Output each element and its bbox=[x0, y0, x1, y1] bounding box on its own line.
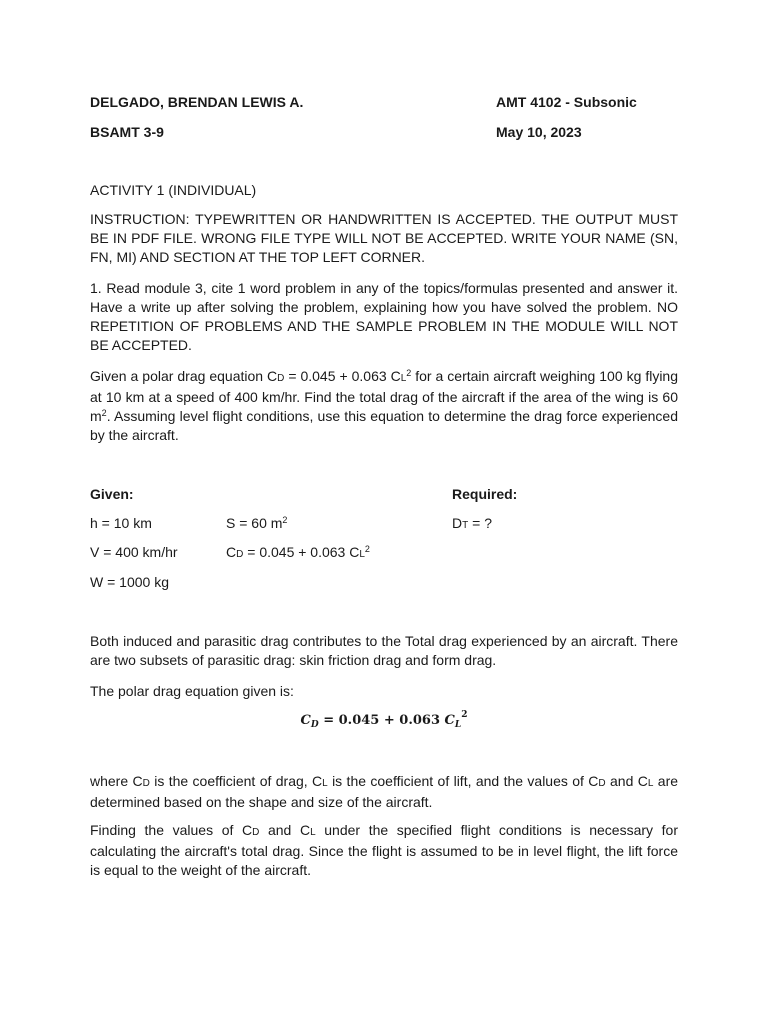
course-title: AMT 4102 - Subsonic bbox=[496, 94, 637, 110]
problem-statement: Given a polar drag equation CD = 0.045 + 0.063 $CL^2$ for a certain aircraft weighing 100 kg flying at 10 km at a speed of 400 km/hr. Find the total drag of the aircraft if the area of the wing is 60 $m^2$. Assuming level flight conditions, use this equation to determine the drag force experienced by the aircraft. bbox=[90, 368, 678, 443]
given-altitude: h = 10 km bbox=[90, 515, 152, 531]
document-page bbox=[90, 0, 678, 1024]
given-wing-area: S = 60 $m^2$ bbox=[226, 515, 288, 531]
given-drag-equation: CD = 0.045 + 0.063 $CL^2$ bbox=[226, 544, 370, 560]
polar-equation-intro: The polar drag equation given is: bbox=[90, 683, 294, 699]
given-heading: Given: bbox=[90, 486, 134, 502]
student-name: DELGADO, BRENDAN LEWIS A. bbox=[90, 94, 304, 110]
coefficient-definition-paragraph: where CD is the coefficient of drag, CL is the coefficient of lift, and the values of CD and CL are determined based on the shape and size of the aircraft. bbox=[90, 773, 679, 810]
drag-explanation-paragraph: Both induced and parasitic drag contributes to the Total drag experienced by an aircraft. There are two subsets of parasitic drag: skin friction drag and form drag. bbox=[90, 633, 678, 668]
required-heading: Required: bbox=[452, 486, 518, 502]
given-velocity: V = 400 km/hr bbox=[90, 544, 178, 560]
item-1-paragraph: 1. Read module 3, cite 1 word problem in any of the topics/formulas presented and answer it. Have a write up after solving the problem, explaining how you have solved the problem. NO REPETITION OF PROBLEMS AND THE SAMPLE PROBLEM IN THE MODULE WILL NOT BE ACCEPTED. bbox=[90, 280, 678, 353]
submission-date: May 10, 2023 bbox=[496, 124, 582, 140]
activity-title: ACTIVITY 1 (INDIVIDUAL) bbox=[90, 182, 257, 198]
required-total-drag: DT = ? bbox=[452, 515, 492, 531]
polar-drag-equation: $C_D = 0.045 + 0.063$ $C_L^2$ bbox=[300, 710, 468, 730]
finding-values-paragraph: Finding the values of CD and CL under the specified flight conditions is necessary for calculating the aircraft's total drag. Since the flight is assumed to be in level flight, the lift force is equal to the weight of the aircraft. bbox=[90, 822, 678, 878]
instruction-paragraph: INSTRUCTION: TYPEWRITTEN OR HANDWRITTEN IS ACCEPTED. THE OUTPUT MUST BE IN PDF FILE. WRONG FILE TYPE WILL NOT BE ACCEPTED. WRITE YOUR NAME (SN, FN, MI) AND SECTION AT THE TOP LEFT CORNER. bbox=[90, 211, 678, 265]
student-section: BSAMT 3-9 bbox=[90, 124, 164, 140]
given-weight: W = 1000 kg bbox=[90, 574, 169, 590]
